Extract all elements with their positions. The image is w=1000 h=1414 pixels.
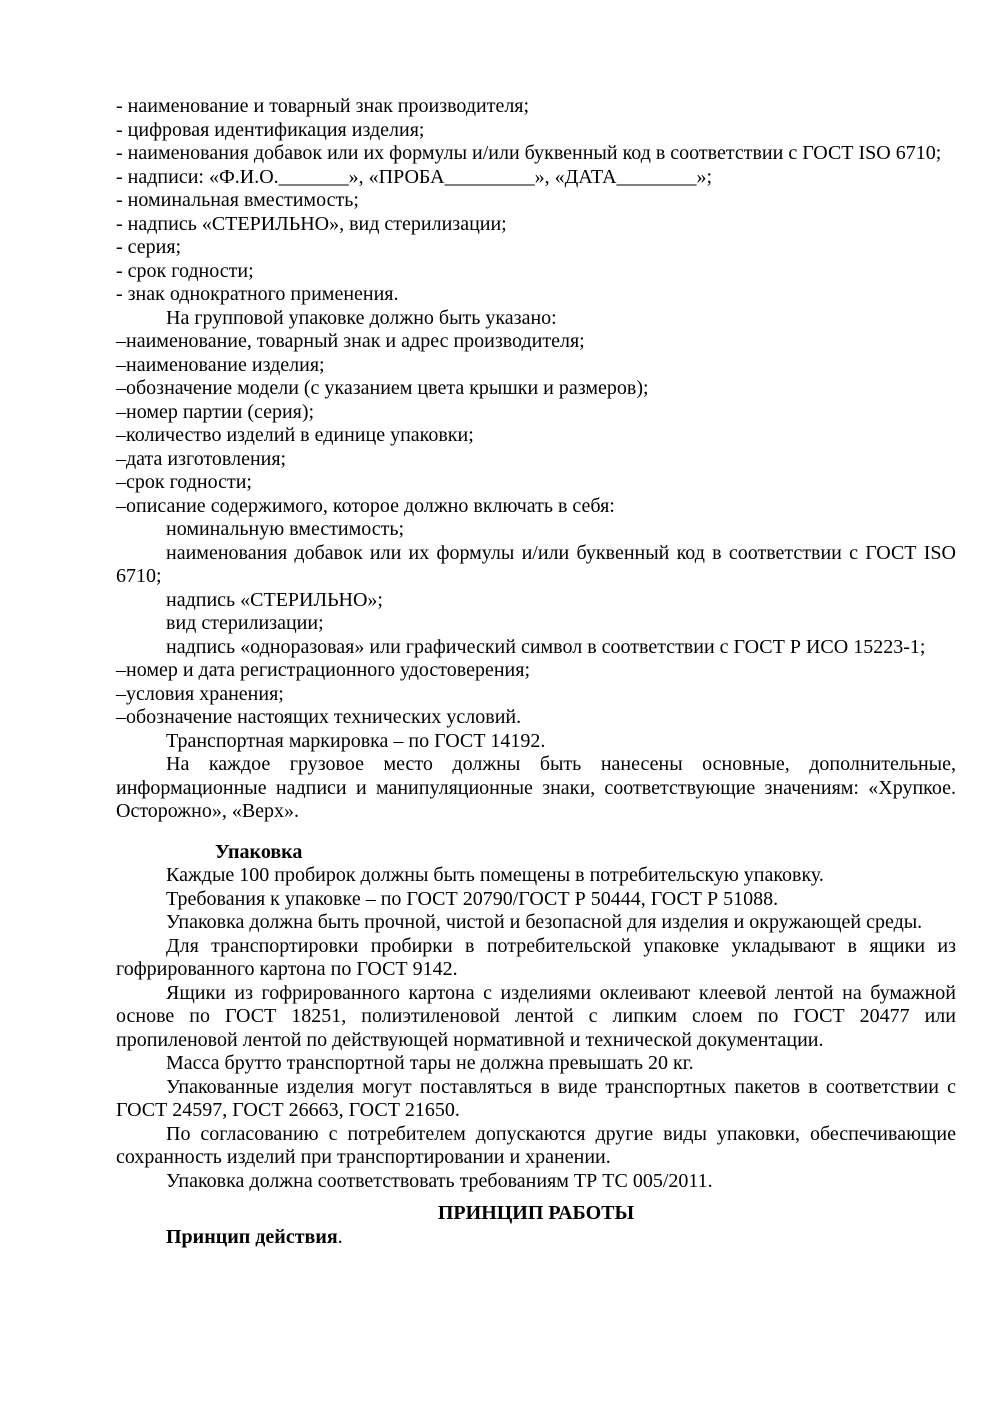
list-item: - срок годности;	[116, 259, 254, 282]
list-item: - наименования добавок или их формулы и/или буквенный код в соответствии с ГОСТ ISO 6710;	[116, 142, 942, 164]
list-item: –описание содержимого, которое должно включать в себя:	[116, 494, 615, 517]
sub-list-item: номинальную вместимость;	[166, 518, 405, 540]
paragraph: По согласованию с потребителем допускаются другие виды упаковки, обеспечивающие сохранность изделий при транспортировании и хранении.	[116, 1122, 956, 1168]
list-item: –обозначение модели (с указанием цвета крышки и размеров);	[116, 377, 649, 399]
paragraph: Для транспортировки пробирки в потребительской упаковке укладывают в ящики из гофрированного картона по ГОСТ 9142.	[116, 934, 956, 980]
document-body	[116, 95, 956, 1249]
paragraph: Масса брутто транспортной тары не должна превышать 20 кг.	[166, 1052, 694, 1074]
paragraph: На каждое грузовое место должны быть нанесены основные, дополнительные, информационные надписи и манипуляционные знаки, соответствующие значениям: «Хрупкое. Осторожно», «Верх».	[116, 753, 956, 822]
list-item: –номер партии (серия);	[116, 400, 315, 423]
list-item: –наименование, товарный знак и адрес производителя;	[116, 330, 585, 352]
list-item: - надпись «СТЕРИЛЬНО», вид стерилизации;	[116, 212, 507, 235]
paragraph: Транспортная маркировка – по ГОСТ 14192.	[166, 729, 546, 752]
list-item: –срок годности;	[116, 471, 252, 493]
list-item: –количество изделий в единице упаковки;	[116, 424, 474, 446]
list-item: –наименование изделия;	[116, 353, 325, 376]
list-item: - знак однократного применения.	[116, 283, 399, 305]
paragraph: Упаковка должна соответствовать требованиям ТР ТС 005/2011.	[166, 1169, 713, 1192]
sub-list-item: наименования добавок или их формулы и/или буквенный код в соответствии с ГОСТ ISO 6710;	[116, 541, 956, 587]
paragraph: Упакованные изделия могут поставляться в виде транспортных пакетов в соответствии с ГОСТ 24597, ГОСТ 26663, ГОСТ 21650.	[116, 1075, 956, 1121]
sub-list-item: вид стерилизации;	[166, 612, 324, 634]
list-item: –обозначение настоящих технических условий.	[116, 706, 522, 728]
paragraph: Упаковка должна быть прочной, чистой и безопасной для изделия и окружающей среды.	[166, 911, 923, 933]
text-run: .	[337, 1225, 343, 1248]
list-item: –дата изготовления;	[116, 447, 287, 470]
list-item: - номинальная вместимость;	[116, 189, 359, 211]
bold-text-run: Принцип действия	[166, 1225, 338, 1248]
paragraph: Требования к упаковке – по ГОСТ 20790/ГОСТ Р 50444, ГОСТ Р 51088.	[166, 887, 779, 910]
list-item: –условия хранения;	[116, 682, 284, 705]
section-heading-packaging: Упаковка	[215, 840, 303, 863]
sub-list-item: надпись «одноразовая» или графический символ в соответствии с ГОСТ Р ИСО 15223-1;	[166, 635, 926, 658]
list-item: - надписи: «Ф.И.О._______», «ПРОБА_________», «ДАТА________»;	[116, 165, 713, 188]
list-item: - наименование и товарный знак производителя;	[116, 95, 530, 117]
section-heading-principle: ПРИНЦИП РАБОТЫ	[437, 1202, 635, 1224]
paragraph: На групповой упаковке должно быть указано:	[166, 306, 557, 329]
list-item: - цифровая идентификация изделия;	[116, 118, 425, 141]
paragraph: Ящики из гофрированного картона с изделиями оклеивают клеевой лентой на бумажной основе по ГОСТ 18251, полиэтиленовой лентой с липким слоем по ГОСТ 20477 или пропиленовой лентой по действующей нормативной и технической документации.	[116, 981, 956, 1051]
list-item: –номер и дата регистрационного удостоверения;	[116, 659, 531, 681]
subsection-heading-principle-of-action	[116, 1226, 956, 1250]
list-item: - серия;	[116, 236, 182, 258]
paragraph: Каждые 100 пробирок должны быть помещены в потребительскую упаковку.	[166, 864, 824, 886]
sub-list-item: надпись «СТЕРИЛЬНО»;	[166, 588, 383, 611]
